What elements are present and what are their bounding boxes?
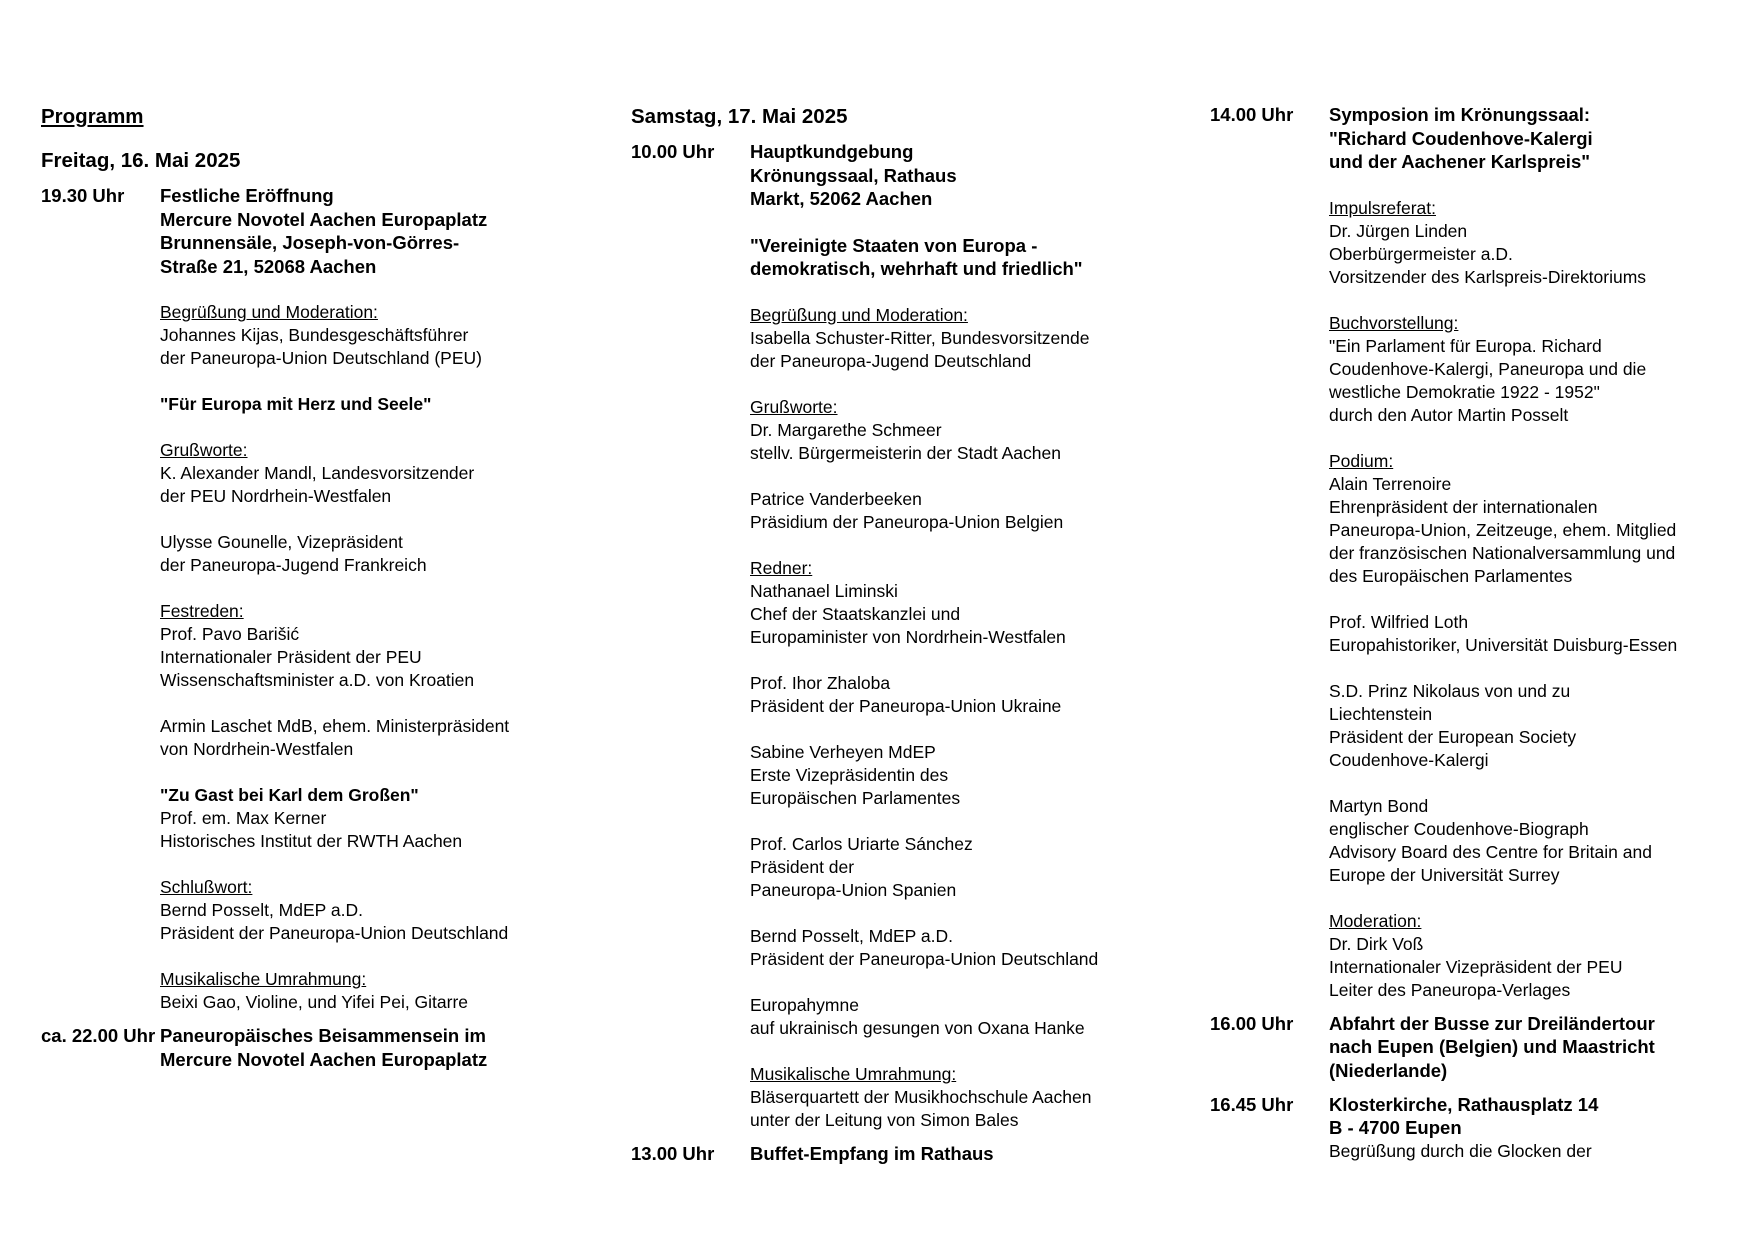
section-label: Redner:: [750, 557, 813, 578]
text-line: englischer Coudenhove-Biograph: [1329, 818, 1589, 839]
text-line: Paneuropäisches Beisammensein im: [160, 1025, 486, 1047]
text-line: Festliche Eröffnung: [160, 185, 334, 206]
section-label: Impulsreferat:: [1329, 197, 1436, 218]
text-line: unter der Leitung von Simon Bales: [750, 1109, 1019, 1130]
program-entry: [1210, 1093, 1755, 1163]
text-line: Dr. Dirk Voß: [1329, 933, 1424, 954]
day-heading: Freitag, 16. Mai 2025: [41, 149, 241, 172]
text-line: Mercure Novotel Aachen Europaplatz: [160, 1048, 488, 1070]
section-label: Grußworte:: [750, 396, 838, 417]
text-line: Europäischen Parlamentes: [750, 787, 961, 808]
blank-line: [1329, 174, 1755, 197]
text-line: Patrice Vanderbeeken: [750, 488, 922, 509]
day-heading: Samstag, 17. Mai 2025: [631, 105, 848, 128]
text-line: Präsident der European Society: [1329, 726, 1577, 747]
text-line: Coudenhove-Kalergi, Paneuropa und die: [1329, 358, 1647, 379]
text-line: durch den Autor Martin Posselt: [1329, 404, 1569, 425]
text-line: Alain Terrenoire: [1329, 473, 1452, 494]
blank-line: [750, 971, 1191, 994]
section-label: Buchvorstellung:: [1329, 312, 1459, 333]
entry-time: 16.00 Uhr: [1210, 1012, 1294, 1034]
blank-line: [160, 692, 601, 715]
section-label: Festreden:: [160, 601, 244, 622]
text-line: Prof. em. Max Kerner: [160, 808, 327, 829]
blank-line: [160, 508, 601, 531]
program-entry: [41, 184, 601, 1014]
text-line: Dr. Jürgen Linden: [1329, 220, 1468, 241]
page-title: Programm: [41, 105, 144, 128]
blank-line: [750, 649, 1191, 672]
text-line: Coudenhove-Kalergi: [1329, 749, 1489, 770]
section-label: Begrüßung und Moderation:: [750, 304, 968, 325]
entry-content: [160, 184, 601, 1014]
text-line: Historisches Institut der RWTH Aachen: [160, 831, 463, 852]
column-saturday: [631, 104, 1191, 1166]
text-line: Beixi Gao, Violine, und Yifei Pei, Gitarre: [160, 992, 469, 1013]
text-line: auf ukrainisch gesungen von Oxana Hanke: [750, 1017, 1085, 1038]
text-line: Straße 21, 52068 Aachen: [160, 255, 377, 277]
text-line: Prof. Carlos Uriarte Sánchez: [750, 833, 973, 854]
text-line: Präsidium der Paneuropa-Union Belgien: [750, 511, 1064, 532]
blank-line: [750, 373, 1191, 396]
text-line: der französischen Nationalversammlung und: [1329, 542, 1676, 563]
section-label: Schlußwort:: [160, 877, 253, 898]
column-friday: [41, 104, 601, 1072]
text-line: K. Alexander Mandl, Landesvorsitzender: [160, 463, 475, 484]
blank-line: [750, 281, 1191, 304]
blank-line: [750, 810, 1191, 833]
text-line: Armin Laschet MdB, ehem. Ministerpräsident: [160, 716, 510, 737]
text-line: Prof. Pavo Barišić: [160, 624, 300, 645]
blank-line: [750, 465, 1191, 488]
text-line: Internationaler Vizepräsident der PEU: [1329, 956, 1623, 977]
blank-line: [160, 945, 601, 968]
text-line: Symposion im Krönungssaal:: [1329, 104, 1591, 125]
entry-content: [1329, 1012, 1755, 1083]
text-line: Erste Vizepräsidentin des: [750, 764, 949, 785]
entry-content: [1329, 103, 1755, 1002]
text-line: "Zu Gast bei Karl dem Großen": [160, 785, 419, 806]
text-line: Klosterkirche, Rathausplatz 14: [1329, 1093, 1599, 1115]
text-line: der Paneuropa-Jugend Frankreich: [160, 555, 427, 576]
text-line: Chef der Staatskanzlei und: [750, 603, 961, 624]
text-line: Paneuropa-Union, Zeitzeuge, ehem. Mitglied: [1329, 519, 1677, 540]
blank-line: [750, 718, 1191, 741]
entry-time: 19.30 Uhr: [41, 185, 125, 206]
text-line: Mercure Novotel Aachen Europaplatz: [160, 208, 488, 230]
text-line: der Paneuropa-Union Deutschland (PEU): [160, 348, 482, 369]
text-line: Prof. Wilfried Loth: [1329, 611, 1469, 632]
text-line: Abfahrt der Busse zur Dreiländertour: [1329, 1012, 1655, 1034]
section-label: Podium:: [1329, 450, 1394, 471]
text-line: Paneuropa-Union Spanien: [750, 879, 957, 900]
section-label: Moderation:: [1329, 910, 1422, 931]
program-entry: [1210, 103, 1755, 1002]
entry-content: [750, 1142, 1191, 1166]
text-line: Sabine Verheyen MdEP: [750, 741, 936, 762]
blank-line: [1329, 887, 1755, 910]
blank-line: [1329, 657, 1755, 680]
text-line: Präsident der Paneuropa-Union Deutschland: [160, 923, 509, 944]
blank-line: [1329, 427, 1755, 450]
text-line: Ehrenpräsident der internationalen: [1329, 496, 1598, 517]
blank-line: [160, 761, 601, 784]
text-line: Wissenschaftsminister a.D. von Kroatien: [160, 670, 475, 691]
blank-line: [160, 416, 601, 439]
text-line: Präsident der Paneuropa-Union Ukraine: [750, 695, 1062, 716]
section-label: Begrüßung und Moderation:: [160, 302, 378, 323]
text-line: nach Eupen (Belgien) und Maastricht: [1329, 1036, 1655, 1058]
section-label: Musikalische Umrahmung:: [750, 1063, 957, 1084]
text-line: Begrüßung durch die Glocken der: [1329, 1140, 1592, 1161]
text-line: Buffet-Empfang im Rathaus: [750, 1142, 994, 1164]
text-line: Bernd Posselt, MdEP a.D.: [160, 900, 363, 921]
text-line: Europahistoriker, Universität Duisburg-Essen: [1329, 634, 1678, 655]
text-line: stellv. Bürgermeisterin der Stadt Aachen: [750, 442, 1061, 463]
text-line: Advisory Board des Centre for Britain and: [1329, 841, 1652, 862]
section-label: Grußworte:: [160, 440, 248, 461]
column-saturday-afternoon: [1210, 103, 1755, 1163]
text-line: Martyn Bond: [1329, 795, 1429, 816]
text-line: Krönungssaal, Rathaus: [750, 164, 957, 186]
text-line: Vorsitzender des Karlspreis-Direktoriums: [1329, 266, 1647, 287]
text-line: Prof. Ihor Zhaloba: [750, 672, 891, 693]
program-entry: [1210, 1012, 1755, 1083]
blank-line: [1329, 588, 1755, 611]
text-line: Johannes Kijas, Bundesgeschäftsführer: [160, 325, 469, 346]
text-line: der PEU Nordrhein-Westfalen: [160, 486, 392, 507]
text-line: Markt, 52062 Aachen: [750, 188, 933, 210]
blank-line: [1329, 772, 1755, 795]
blank-line: [750, 1040, 1191, 1063]
blank-line: [750, 902, 1191, 925]
entry-time: 13.00 Uhr: [631, 1142, 715, 1164]
text-line: B - 4700 Eupen: [1329, 1117, 1462, 1139]
program-entry: [631, 1142, 1191, 1166]
program-entry: [41, 1024, 601, 1071]
text-line: Europahymne: [750, 994, 859, 1015]
text-line: Brunnensäle, Joseph-von-Görres-: [160, 232, 460, 254]
text-line: Liechtenstein: [1329, 703, 1433, 724]
text-line: des Europäischen Parlamentes: [1329, 565, 1573, 586]
text-line: demokratisch, wehrhaft und friedlich": [750, 258, 1083, 280]
text-line: Dr. Margarethe Schmeer: [750, 419, 942, 440]
text-line: und der Aachener Karlspreis": [1329, 151, 1591, 173]
text-line: Präsident der: [750, 856, 855, 877]
blank-line: [1329, 289, 1755, 312]
text-line: Bernd Posselt, MdEP a.D.: [750, 925, 953, 946]
blank-line: [750, 211, 1191, 234]
blank-line: [160, 577, 601, 600]
text-line: "Für Europa mit Herz und Seele": [160, 394, 432, 415]
text-line: Isabella Schuster-Ritter, Bundesvorsitzende: [750, 327, 1090, 348]
text-line: Nathanael Liminski: [750, 580, 898, 601]
section-label: Musikalische Umrahmung:: [160, 969, 367, 990]
text-line: Internationaler Präsident der PEU: [160, 647, 422, 668]
text-line: S.D. Prinz Nikolaus von und zu: [1329, 680, 1571, 701]
blank-line: [160, 370, 601, 393]
text-line: Oberbürgermeister a.D.: [1329, 243, 1513, 264]
text-line: Hauptkundgebung: [750, 141, 914, 162]
text-line: "Vereinigte Staaten von Europa -: [750, 234, 1038, 256]
entry-time: 14.00 Uhr: [1210, 104, 1294, 125]
blank-line: [160, 278, 601, 301]
entry-content: [160, 1024, 601, 1071]
text-line: Europaminister von Nordrhein-Westfalen: [750, 626, 1066, 647]
entry-time: 10.00 Uhr: [631, 141, 715, 162]
blank-line: [160, 853, 601, 876]
text-line: Ulysse Gounelle, Vizepräsident: [160, 532, 403, 553]
text-line: Präsident der Paneuropa-Union Deutschland: [750, 948, 1099, 969]
text-line: Europe der Universität Surrey: [1329, 864, 1560, 885]
text-line: "Richard Coudenhove-Kalergi: [1329, 127, 1593, 149]
text-line: Leiter des Paneuropa-Verlages: [1329, 979, 1571, 1000]
entry-time: 16.45 Uhr: [1210, 1093, 1294, 1115]
text-line: "Ein Parlament für Europa. Richard: [1329, 335, 1602, 356]
entry-content: [1329, 1093, 1755, 1163]
text-line: westliche Demokratie 1922 - 1952": [1329, 381, 1600, 402]
text-line: Bläserquartett der Musikhochschule Aachen: [750, 1086, 1092, 1107]
entry-content: [750, 140, 1191, 1132]
text-line: von Nordrhein-Westfalen: [160, 739, 354, 760]
text-line: (Niederlande): [1329, 1059, 1448, 1081]
program-entry: [631, 140, 1191, 1132]
text-line: der Paneuropa-Jugend Deutschland: [750, 350, 1032, 371]
entry-time: ca. 22.00 Uhr: [41, 1025, 156, 1047]
blank-line: [750, 534, 1191, 557]
